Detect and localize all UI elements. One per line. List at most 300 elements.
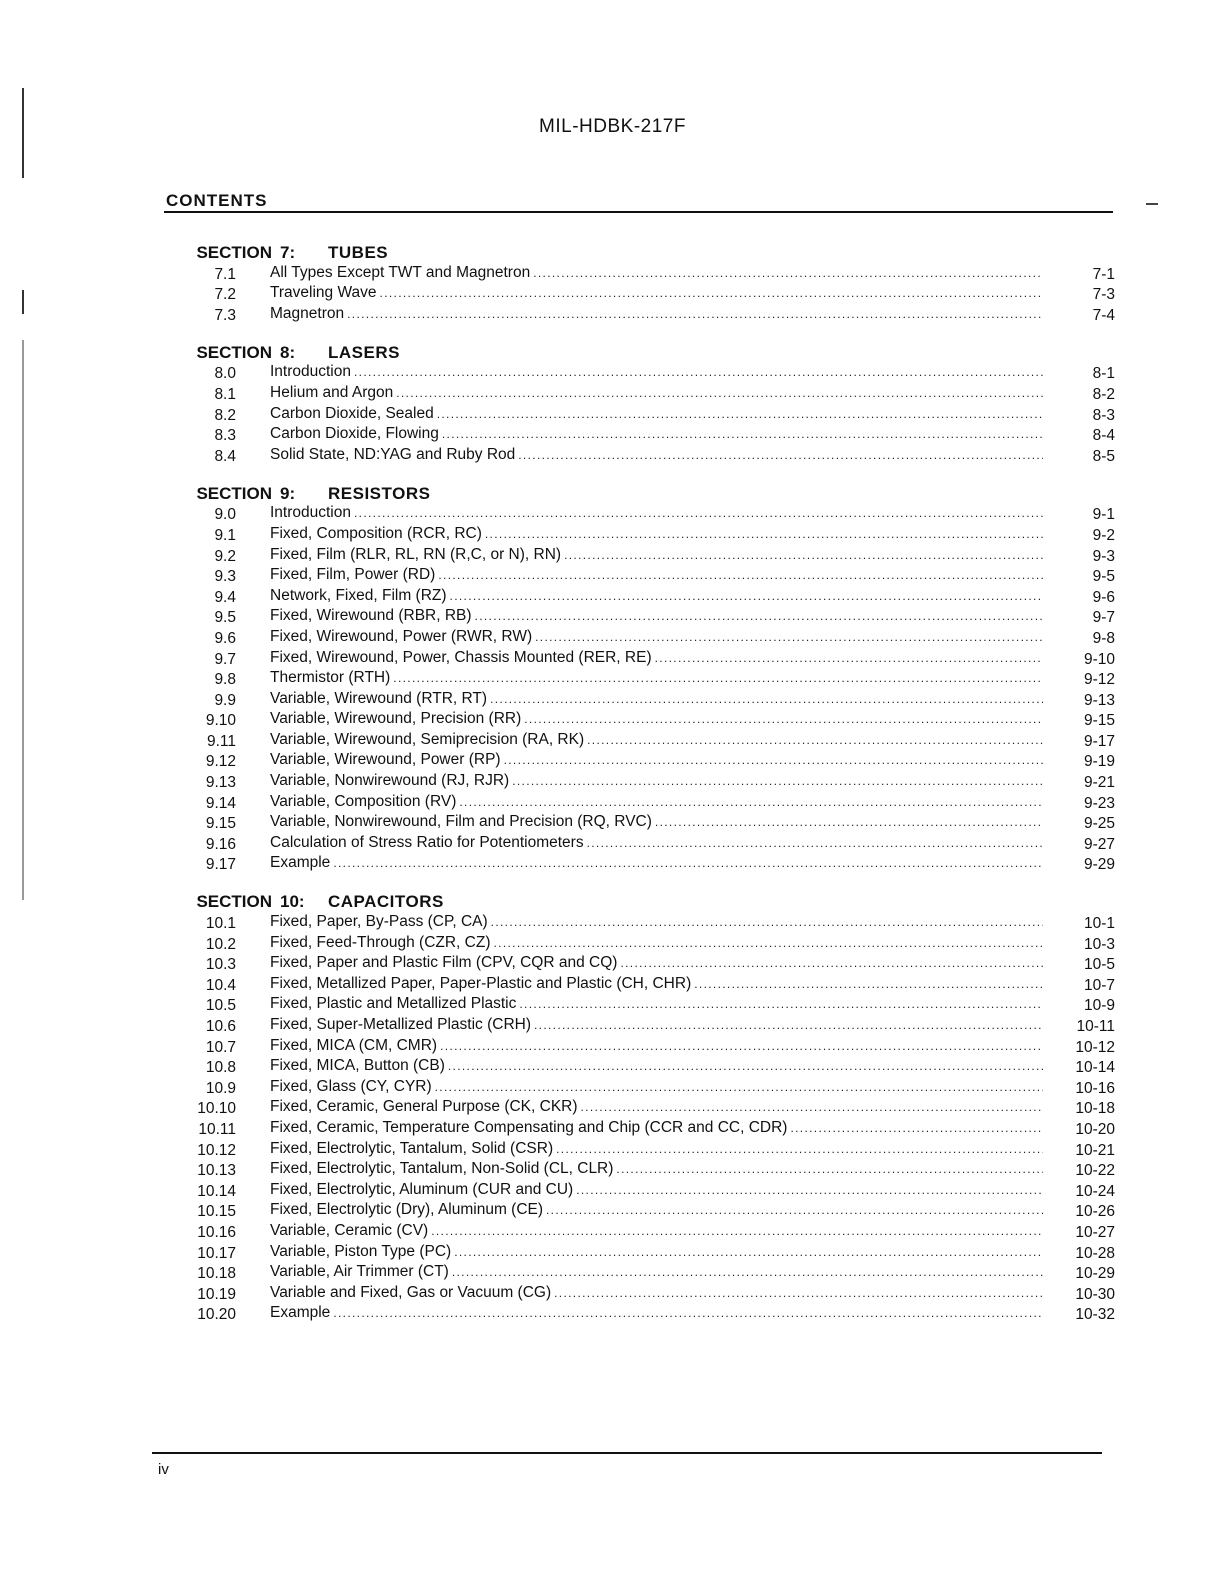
dot-leader <box>620 954 1043 974</box>
entry-title: Fixed, Super-Metallized Plastic (CRH) <box>270 1016 531 1033</box>
entry-title: Fixed, Paper, By-Pass (CP, CA) <box>270 913 488 931</box>
section-heading <box>160 481 1115 504</box>
entry-title: Example <box>270 1304 331 1322</box>
entry-leader <box>270 669 1043 689</box>
entry-leader <box>270 854 1043 874</box>
entry-leader <box>270 1078 1043 1098</box>
entry-page: 9-7 <box>1092 609 1115 627</box>
dot-leader <box>431 1222 1043 1242</box>
toc-entry[interactable] <box>160 854 1115 875</box>
entry-title: Fixed, Ceramic, Temperature Compensating and Chip (CCR and CC, CDR) <box>270 1118 788 1136</box>
entry-page: 10-12 <box>1075 1038 1115 1056</box>
entry-page: 9-15 <box>1083 712 1115 730</box>
entry-page: 9-25 <box>1083 815 1115 833</box>
toc-entry[interactable] <box>160 669 1115 690</box>
entry-title: Fixed, Electrolytic, Tantalum, Non-Solid (CL, CLR) <box>270 1160 614 1178</box>
scan-dash-mark <box>1146 203 1158 205</box>
entry-number: 9.15 <box>205 815 236 833</box>
dot-leader <box>491 913 1043 933</box>
dot-leader <box>396 384 1043 404</box>
entry-leader <box>270 504 1043 524</box>
entry-leader <box>270 731 1043 751</box>
dot-leader <box>655 813 1043 833</box>
toc-entry[interactable] <box>160 1242 1115 1263</box>
entry-leader <box>270 628 1043 648</box>
entry-number: 10.10 <box>197 1100 236 1118</box>
toc-entry[interactable] <box>160 586 1115 607</box>
entry-leader <box>270 546 1043 566</box>
entry-leader <box>270 425 1043 445</box>
section-word: SECTION <box>196 483 272 503</box>
toc-entry[interactable] <box>160 627 1115 648</box>
entry-leader <box>270 954 1043 974</box>
entry-page: 10-18 <box>1075 1100 1115 1118</box>
dot-leader <box>442 425 1043 445</box>
toc-entry[interactable] <box>160 404 1115 425</box>
entry-title: Fixed, Plastic and Metallized Plastic <box>270 995 517 1013</box>
dot-leader <box>533 264 1043 284</box>
entry-number: 10.17 <box>197 1244 236 1262</box>
footer-rule <box>152 1452 1102 1454</box>
entry-title: Fixed, Paper and Plastic Film (CPV, CQR and CQ) <box>270 954 618 972</box>
entry-leader <box>270 1119 1043 1139</box>
dot-leader <box>448 1057 1043 1077</box>
toc-entry[interactable] <box>160 995 1115 1016</box>
entry-page: 10-3 <box>1083 935 1115 953</box>
page-number: iv <box>158 1461 169 1478</box>
entry-leader <box>270 1284 1043 1304</box>
dot-leader <box>554 1284 1043 1304</box>
entry-number: 7.3 <box>214 306 236 324</box>
entry-title: Fixed, Film, Power (RD) <box>270 566 436 584</box>
toc-entry[interactable] <box>160 1160 1115 1181</box>
dot-leader <box>475 607 1043 627</box>
scan-margin-mark <box>22 290 24 314</box>
entry-number: 8.3 <box>214 427 236 445</box>
entry-leader <box>270 813 1043 833</box>
entry-number: 10.9 <box>205 1079 236 1097</box>
entry-page: 8-1 <box>1092 365 1115 383</box>
dot-leader <box>587 731 1043 751</box>
entry-number: 10.5 <box>205 997 236 1015</box>
entry-number: 10.15 <box>197 1203 236 1221</box>
toc-entry[interactable] <box>160 1139 1115 1160</box>
entry-number: 8.0 <box>214 365 236 383</box>
toc-entry[interactable] <box>160 954 1115 975</box>
entry-number: 10.2 <box>205 935 236 953</box>
entry-title: Magnetron <box>270 304 345 322</box>
entry-title: Fixed, Electrolytic (Dry), Aluminum (CE) <box>270 1201 544 1219</box>
section-title: LASERS <box>328 342 400 362</box>
entry-leader <box>270 405 1043 425</box>
entry-title: Variable, Composition (RV) <box>270 792 457 810</box>
dot-leader <box>564 546 1043 566</box>
entry-page: 10-11 <box>1076 1018 1115 1035</box>
dot-leader <box>504 751 1043 771</box>
toc-section <box>160 340 1115 466</box>
dot-leader <box>616 1160 1043 1180</box>
toc-entry[interactable] <box>160 445 1115 466</box>
entry-title: Variable and Fixed, Gas or Vacuum (CG) <box>270 1283 552 1301</box>
entry-title: Variable, Wirewound, Semiprecision (RA, RK) <box>270 730 585 748</box>
toc-entry[interactable] <box>160 1098 1115 1119</box>
entry-number: 9.11 <box>206 732 236 750</box>
section-heading <box>160 340 1115 363</box>
dot-leader <box>494 934 1044 954</box>
toc-entry[interactable] <box>160 689 1115 710</box>
entry-leader <box>270 264 1043 284</box>
entry-number: 9.4 <box>214 588 236 606</box>
heading-rule <box>164 211 1113 213</box>
entry-page: 8-2 <box>1092 385 1115 403</box>
entry-page: 8-5 <box>1092 447 1115 465</box>
toc-entry[interactable] <box>160 771 1115 792</box>
entry-number: 8.2 <box>214 406 236 424</box>
section-heading <box>160 240 1115 263</box>
entry-page: 9-3 <box>1092 547 1115 565</box>
entry-page: 8-4 <box>1092 427 1115 445</box>
entry-title: Fixed, Electrolytic, Tantalum, Solid (CSR) <box>270 1139 554 1157</box>
entry-number: 8.1 <box>214 385 236 403</box>
dot-leader <box>438 566 1043 586</box>
entry-page: 7-1 <box>1092 265 1115 283</box>
toc-entry[interactable] <box>160 1015 1115 1036</box>
section-heading <box>160 889 1115 912</box>
dot-leader <box>587 834 1043 854</box>
entry-number: 7.1 <box>214 265 236 283</box>
entry-number: 10.19 <box>197 1285 236 1303</box>
toc-entry[interactable] <box>160 425 1115 446</box>
entry-leader <box>270 384 1043 404</box>
dot-leader <box>450 587 1043 607</box>
section-number: 7: <box>280 243 296 262</box>
toc-entry[interactable] <box>160 1118 1115 1139</box>
entry-page: 9-10 <box>1083 650 1115 668</box>
entry-title: Variable, Wirewound, Power (RP) <box>270 751 501 769</box>
entry-number: 10.18 <box>197 1265 236 1283</box>
toc-entry[interactable] <box>160 363 1115 384</box>
toc-entry[interactable] <box>160 607 1115 628</box>
entry-leader <box>270 690 1043 710</box>
toc-entry[interactable] <box>160 545 1115 566</box>
entry-title: Variable, Wirewound, Precision (RR) <box>270 710 522 728</box>
entry-title: Fixed, Composition (RCR, RC) <box>270 524 482 542</box>
toc-entry[interactable] <box>160 751 1115 772</box>
entry-leader <box>270 305 1043 325</box>
toc-entry[interactable] <box>160 974 1115 995</box>
section-title: TUBES <box>328 243 389 262</box>
entry-title: Carbon Dioxide, Sealed <box>270 404 434 422</box>
dot-leader <box>655 649 1043 669</box>
toc-entry[interactable] <box>160 933 1115 954</box>
entry-number: 9.6 <box>214 629 236 647</box>
section-number: 10: <box>280 892 305 912</box>
entry-leader <box>270 525 1043 545</box>
entry-page: 9-29 <box>1083 856 1115 874</box>
entry-page: 10-16 <box>1075 1079 1115 1097</box>
entry-title: Variable, Piston Type (PC) <box>270 1242 452 1260</box>
toc-entry[interactable] <box>160 792 1115 813</box>
entry-title: Solid State, ND:YAG and Ruby Rod <box>270 445 516 463</box>
toc-entry[interactable] <box>160 304 1115 325</box>
section-word: SECTION <box>196 342 272 362</box>
entry-title: Network, Fixed, Film (RZ) <box>270 586 447 604</box>
entry-number: 7.2 <box>214 286 236 304</box>
entry-number: 10.20 <box>197 1306 236 1324</box>
toc-entry[interactable] <box>160 833 1115 854</box>
toc-entry[interactable] <box>160 1221 1115 1242</box>
toc-entry[interactable] <box>160 263 1115 284</box>
entry-title: Fixed, Ceramic, General Purpose (CK, CKR) <box>270 1098 578 1116</box>
entry-number: 9.7 <box>214 650 236 668</box>
toc-entry[interactable] <box>160 566 1115 587</box>
entry-leader <box>270 1222 1043 1242</box>
entry-page: 9-12 <box>1083 671 1115 689</box>
entry-leader <box>270 1243 1043 1263</box>
entry-leader <box>270 1098 1043 1118</box>
entry-page: 9-17 <box>1083 732 1115 750</box>
dot-leader <box>437 405 1043 425</box>
entry-page: 10-7 <box>1083 976 1115 994</box>
entry-number: 9.14 <box>205 794 236 812</box>
entry-leader <box>270 934 1043 954</box>
entry-number: 9.9 <box>214 691 236 709</box>
entry-page: 10-32 <box>1075 1306 1115 1324</box>
entry-leader <box>270 751 1043 771</box>
entry-leader <box>270 995 1043 1015</box>
entry-page: 10-29 <box>1075 1265 1115 1283</box>
dot-leader <box>694 975 1043 995</box>
entry-leader <box>270 834 1043 854</box>
entry-page: 10-21 <box>1075 1141 1115 1159</box>
toc-section <box>160 481 1115 875</box>
dot-leader <box>556 1140 1043 1160</box>
toc-entry[interactable] <box>160 1077 1115 1098</box>
entry-number: 8.4 <box>214 447 236 465</box>
entry-leader <box>270 1037 1043 1057</box>
toc-entry[interactable] <box>160 1283 1115 1304</box>
entry-title: Fixed, Glass (CY, CYR) <box>270 1077 432 1095</box>
entry-page: 9-13 <box>1083 691 1115 709</box>
entry-page: 10-24 <box>1075 1182 1115 1200</box>
toc-entry[interactable] <box>160 284 1115 305</box>
entry-number: 10.11 <box>198 1120 236 1138</box>
document-title: MIL-HDBK-217F <box>539 116 686 137</box>
entry-title: Variable, Nonwirewound, Film and Precision (RQ, RVC) <box>270 813 652 831</box>
entry-number: 9.5 <box>214 609 236 627</box>
entry-leader <box>270 446 1043 466</box>
entry-leader <box>270 710 1043 730</box>
entry-title: Fixed, Metallized Paper, Paper-Plastic and Plastic (CH, CHR) <box>270 974 692 992</box>
dot-leader <box>354 363 1043 383</box>
toc-section <box>160 240 1115 325</box>
entry-number: 10.3 <box>205 956 236 974</box>
entry-leader <box>270 793 1043 813</box>
entry-leader <box>270 566 1043 586</box>
entry-title: All Types Except TWT and Magnetron <box>270 263 531 281</box>
dot-leader <box>354 504 1043 524</box>
dot-leader <box>347 305 1043 325</box>
entry-page: 9-6 <box>1092 588 1115 606</box>
toc-entry[interactable] <box>160 504 1115 525</box>
section-number: 9: <box>280 483 296 503</box>
entry-title: Fixed, Feed-Through (CZR, CZ) <box>270 933 491 951</box>
entry-leader <box>270 913 1043 933</box>
entry-page: 10-20 <box>1075 1120 1115 1138</box>
entry-title: Variable, Nonwirewound (RJ, RJR) <box>270 772 510 790</box>
entry-page: 9-23 <box>1083 794 1115 812</box>
toc-entry[interactable] <box>160 1263 1115 1284</box>
dot-leader <box>440 1037 1043 1057</box>
scan-margin-mark <box>22 340 24 900</box>
toc-entry[interactable] <box>160 1057 1115 1078</box>
entry-title: Helium and Argon <box>270 383 394 401</box>
toc-section <box>160 889 1115 1324</box>
entry-leader <box>270 1057 1043 1077</box>
entry-leader <box>270 1201 1043 1221</box>
entry-number: 9.2 <box>214 547 236 565</box>
entry-title: Fixed, Film (RLR, RL, RN (R,C, or N), RN) <box>270 545 562 563</box>
toc-entry[interactable] <box>160 1180 1115 1201</box>
dot-leader <box>518 446 1043 466</box>
dot-leader <box>333 854 1043 874</box>
entry-title: Carbon Dioxide, Flowing <box>270 425 439 443</box>
entry-number: 9.10 <box>205 712 236 730</box>
section-title: CAPACITORS <box>328 892 444 912</box>
dot-leader <box>576 1181 1043 1201</box>
entry-number: 10.4 <box>205 976 236 994</box>
entry-number: 9.3 <box>214 568 236 586</box>
entry-title: Traveling Wave <box>270 284 377 302</box>
dot-leader <box>490 690 1043 710</box>
toc-entry[interactable] <box>160 813 1115 834</box>
dot-leader <box>452 1263 1043 1283</box>
entry-leader <box>270 284 1043 304</box>
entry-leader <box>270 1263 1043 1283</box>
dot-leader <box>534 1016 1043 1036</box>
section-title: RESISTORS <box>328 483 431 503</box>
toc-entry[interactable] <box>160 730 1115 751</box>
entry-leader <box>270 1181 1043 1201</box>
entry-page: 10-14 <box>1075 1059 1115 1077</box>
entry-leader <box>270 1304 1043 1324</box>
dot-leader <box>512 772 1043 792</box>
dot-leader <box>380 284 1043 304</box>
entry-number: 10.13 <box>197 1162 236 1180</box>
entry-page: 9-21 <box>1083 774 1115 792</box>
entry-title: Variable, Air Trimmer (CT) <box>270 1263 449 1281</box>
entry-page: 8-3 <box>1092 406 1115 424</box>
entry-leader <box>270 772 1043 792</box>
entry-page: 10-30 <box>1075 1285 1115 1303</box>
entry-leader <box>270 587 1043 607</box>
dot-leader <box>393 669 1043 689</box>
entry-title: Fixed, Wirewound (RBR, RB) <box>270 607 472 625</box>
entry-number: 10.16 <box>197 1223 236 1241</box>
entry-number: 9.16 <box>205 835 236 853</box>
entry-page: 7-3 <box>1092 286 1115 304</box>
dot-leader <box>519 995 1043 1015</box>
entry-page: 10-9 <box>1083 997 1115 1015</box>
toc-entry[interactable] <box>160 1201 1115 1222</box>
entry-title: Calculation of Stress Ratio for Potentiometers <box>270 833 584 851</box>
entry-page: 10-22 <box>1075 1162 1115 1180</box>
section-word: SECTION <box>196 243 272 262</box>
entry-page: 10-26 <box>1075 1203 1115 1221</box>
dot-leader <box>790 1119 1043 1139</box>
dot-leader <box>459 793 1043 813</box>
entry-leader <box>270 975 1043 995</box>
entry-title: Fixed, MICA (CM, CMR) <box>270 1036 438 1054</box>
entry-number: 10.1 <box>205 915 236 933</box>
section-word: SECTION <box>196 892 272 912</box>
entry-leader <box>270 363 1043 383</box>
entry-number: 9.1 <box>214 526 236 544</box>
entry-page: 10-27 <box>1075 1223 1115 1241</box>
entry-page: 9-1 <box>1092 506 1115 524</box>
entry-leader <box>270 1140 1043 1160</box>
entry-page: 10-28 <box>1075 1244 1115 1262</box>
entry-number: 9.12 <box>205 753 236 771</box>
toc-entry[interactable] <box>160 648 1115 669</box>
entry-number: 9.0 <box>214 506 236 524</box>
dot-leader <box>485 525 1043 545</box>
toc-entry[interactable] <box>160 710 1115 731</box>
dot-leader <box>581 1098 1043 1118</box>
dot-leader <box>535 628 1043 648</box>
toc-entry[interactable] <box>160 912 1115 933</box>
entry-number: 9.17 <box>205 856 236 874</box>
entry-title: Fixed, Electrolytic, Aluminum (CUR and CU) <box>270 1180 574 1198</box>
dot-leader <box>333 1304 1043 1324</box>
toc-entry[interactable] <box>160 383 1115 404</box>
entry-page: 9-2 <box>1092 526 1115 544</box>
entry-number: 10.6 <box>205 1018 236 1035</box>
toc-entry[interactable] <box>160 524 1115 545</box>
entry-leader <box>270 1160 1043 1180</box>
entry-title: Introduction <box>270 504 351 522</box>
contents-heading: CONTENTS <box>166 191 268 210</box>
entry-title: Variable, Wirewound (RTR, RT) <box>270 689 488 707</box>
dot-leader <box>454 1243 1043 1263</box>
entry-page: 10-5 <box>1083 956 1115 974</box>
entry-number: 10.14 <box>197 1182 236 1200</box>
entry-leader <box>270 607 1043 627</box>
dot-leader <box>435 1078 1043 1098</box>
table-of-contents <box>160 240 1115 1339</box>
entry-title: Fixed, Wirewound, Power, Chassis Mounted (RER, RE) <box>270 648 652 666</box>
entry-title: Example <box>270 854 331 872</box>
entry-page: 9-19 <box>1083 753 1115 771</box>
entry-leader <box>270 649 1043 669</box>
entry-title: Introduction <box>270 363 351 381</box>
entry-title: Fixed, MICA, Button (CB) <box>270 1057 445 1075</box>
dot-leader <box>546 1201 1043 1221</box>
entry-title: Thermistor (RTH) <box>270 669 391 687</box>
entry-page: 10-1 <box>1083 915 1115 933</box>
entry-number: 10.8 <box>205 1059 236 1077</box>
entry-number: 9.13 <box>205 774 236 792</box>
entry-title: Variable, Ceramic (CV) <box>270 1221 429 1239</box>
entry-page: 9-5 <box>1092 568 1115 586</box>
section-number: 8: <box>280 342 296 362</box>
entry-page: 9-27 <box>1083 835 1115 853</box>
entry-page: 9-8 <box>1092 629 1115 647</box>
entry-leader <box>270 1016 1043 1036</box>
entry-number: 9.8 <box>214 671 236 689</box>
toc-entry[interactable] <box>160 1036 1115 1057</box>
toc-entry[interactable] <box>160 1304 1115 1325</box>
